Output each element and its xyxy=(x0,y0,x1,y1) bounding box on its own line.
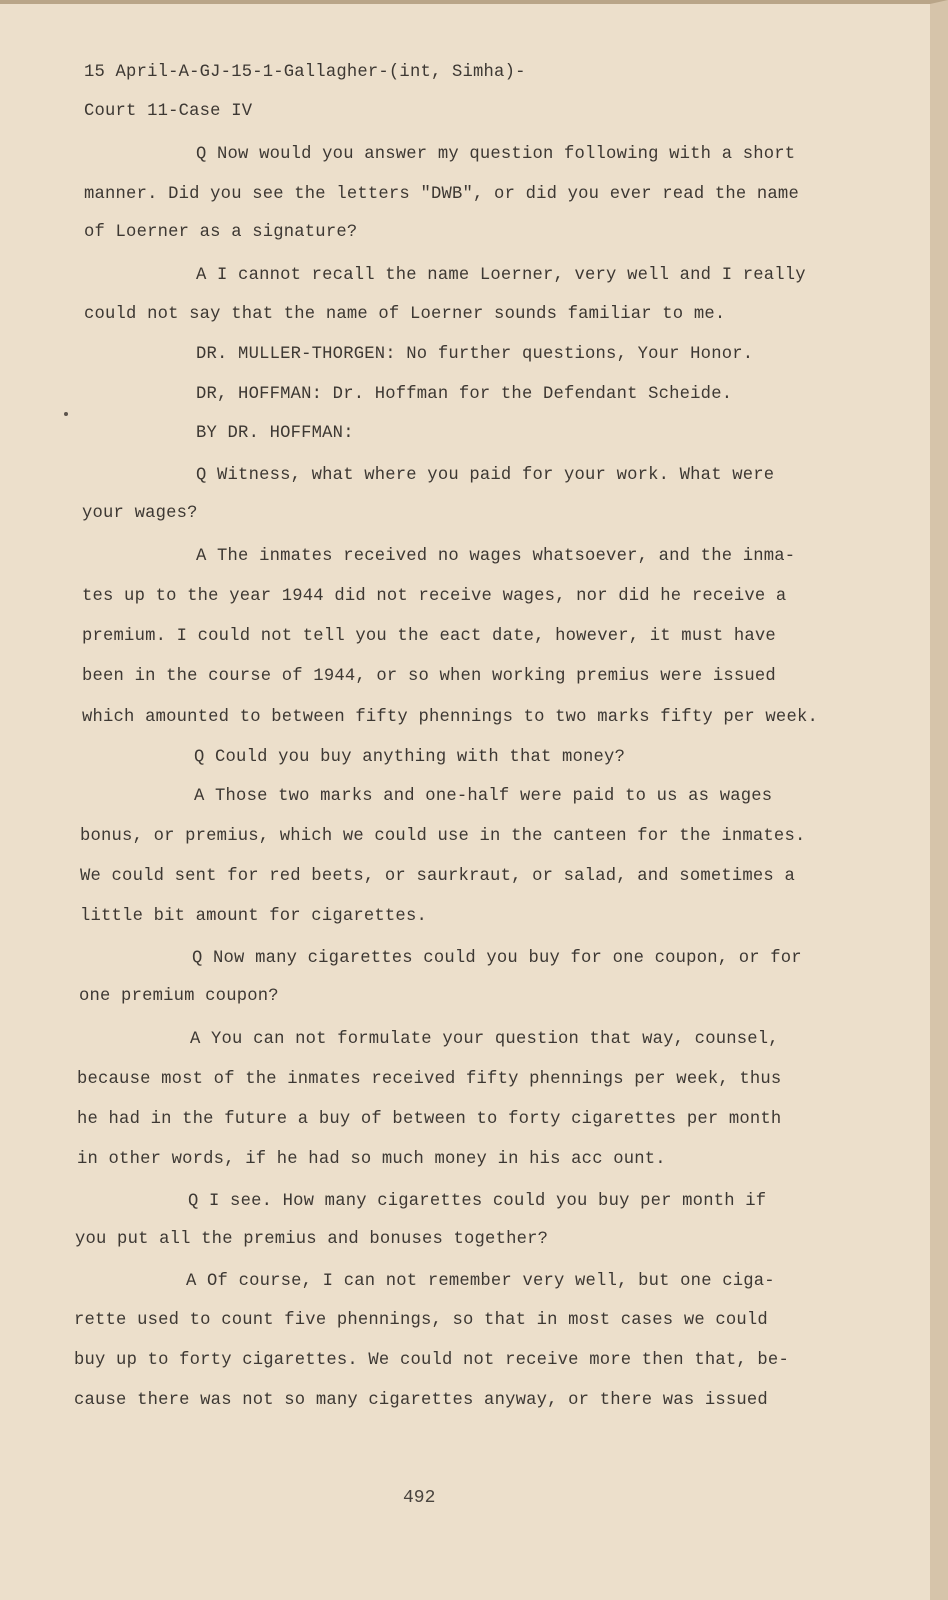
text-line: BY DR. HOFFMAN: xyxy=(196,424,354,443)
text-line: one premium coupon? xyxy=(79,987,279,1006)
text-line: Q Now would you answer my question following with a short xyxy=(196,145,796,164)
text-line: manner. Did you see the letters "DWB", or did you ever read the name xyxy=(84,185,799,204)
page-number: 492 xyxy=(403,1488,436,1508)
header-line-1: 15 April-A-GJ-15-1-Gallagher-(int, Simha)- xyxy=(84,63,526,82)
ink-speck xyxy=(64,412,68,416)
text-line: A I cannot recall the name Loerner, very well and I really xyxy=(196,266,806,285)
text-line: We could sent for red beets, or saurkraut, or salad, and sometimes a xyxy=(80,867,795,886)
text-line: A The inmates received no wages whatsoever, and the inma- xyxy=(196,547,796,566)
text-line: A Of course, I can not remember very well, but one ciga- xyxy=(186,1272,775,1291)
text-line: cause there was not so many cigarettes anyway, or there was issued xyxy=(74,1391,768,1410)
text-line: little bit amount for cigarettes. xyxy=(80,907,427,926)
text-line: Q Now many cigarettes could you buy for one coupon, or for xyxy=(192,949,802,968)
text-line: tes up to the year 1944 did not receive wages, nor did he receive a xyxy=(82,587,787,606)
text-line: you put all the premius and bonuses together? xyxy=(75,1230,549,1249)
text-line: rette used to count five phennings, so that in most cases we could xyxy=(74,1311,768,1330)
text-line: because most of the inmates received fifty phennings per week, thus xyxy=(77,1070,782,1089)
text-line: A You can not formulate your question that way, counsel, xyxy=(190,1030,779,1049)
text-line: Q Could you buy anything with that money? xyxy=(194,748,626,767)
header-line-2: Court 11-Case IV xyxy=(84,102,253,121)
text-line: premium. I could not tell you the eact date, however, it must have xyxy=(82,627,776,646)
text-line: DR, HOFFMAN: Dr. Hoffman for the Defendant Scheide. xyxy=(196,385,733,404)
text-line: which amounted to between fifty phennings to two marks fifty per week. xyxy=(82,708,818,727)
text-line: A Those two marks and one-half were paid to us as wages xyxy=(194,787,773,806)
text-line: he had in the future a buy of between to forty cigarettes per month xyxy=(77,1110,782,1129)
text-line: been in the course of 1944, or so when working premius were issued xyxy=(82,667,776,686)
text-line: your wages? xyxy=(82,504,198,523)
text-line: DR. MULLER-THORGEN: No further questions, Your Honor. xyxy=(196,345,754,364)
text-line: in other words, if he had so much money in his acc ount. xyxy=(77,1150,666,1169)
text-line: Q Witness, what where you paid for your work. What were xyxy=(196,466,775,485)
text-line: could not say that the name of Loerner sounds familiar to me. xyxy=(84,305,726,324)
text-line: bonus, or premius, which we could use in the canteen for the inmates. xyxy=(80,827,806,846)
text-line: of Loerner as a signature? xyxy=(84,223,358,242)
text-line: buy up to forty cigarettes. We could not receive more then that, be- xyxy=(74,1351,789,1370)
text-line: Q I see. How many cigarettes could you buy per month if xyxy=(188,1192,767,1211)
